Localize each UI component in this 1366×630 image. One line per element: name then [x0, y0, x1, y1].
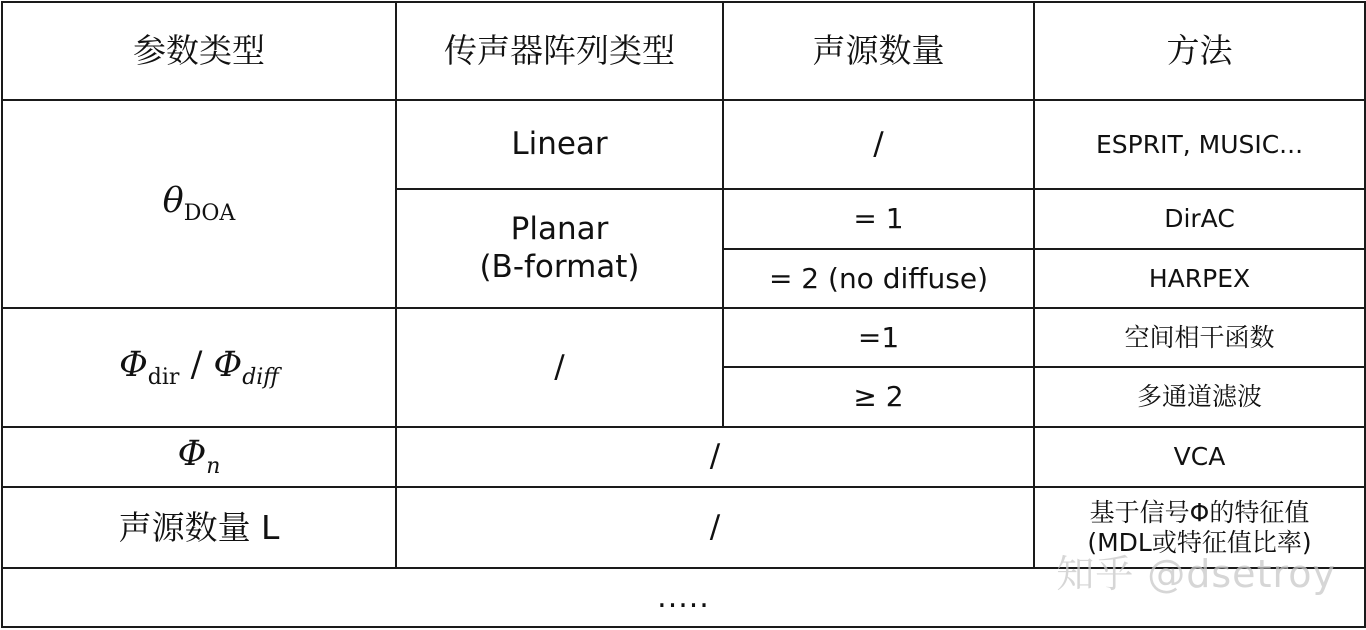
table-row [2, 427, 1365, 487]
method-eigenvalue-cell [1034, 487, 1365, 568]
param-noise-cell [2, 427, 396, 487]
method-dirac-cell: DirAC [1034, 189, 1365, 249]
header-source-count: 声源数量 [723, 2, 1034, 100]
count-linear-cell: / [723, 100, 1034, 189]
header-row [2, 2, 1365, 100]
table-row [2, 308, 1365, 367]
method-harpex-cell: HARPEX [1034, 249, 1365, 308]
array-planar-line1: Planar [510, 211, 609, 248]
header-mic-array-type: 传声器阵列类型 [396, 2, 723, 100]
header-param-type: 参数类型 [2, 2, 396, 100]
table-row [2, 487, 1365, 568]
count-planar-2-cell: = 2 (no diffuse) [723, 249, 1034, 308]
count-planar-1-cell: = 1 [723, 189, 1034, 249]
param-source-count-cell: 声源数量 L [2, 487, 396, 568]
count-psd-1-cell: =1 [723, 308, 1034, 367]
array-planar-line2: (B-format) [479, 248, 640, 285]
method-vca-cell: VCA [1034, 427, 1365, 487]
method-multichannel-filter-cell: 多通道滤波 [1034, 367, 1365, 427]
phi-dir-symbol: Φ [119, 344, 148, 385]
zhihu-watermark: 知乎 @dsetroy [1056, 552, 1336, 596]
method-linear-cell: ESPRIT, MUSIC... [1034, 100, 1365, 189]
method-coherence-cell: 空间相干函数 [1034, 308, 1365, 367]
ellipsis-cell: ..... [2, 568, 1365, 627]
header-method: 方法 [1034, 2, 1365, 100]
theta-symbol: θ [162, 181, 184, 222]
table-row [2, 100, 1365, 189]
array-linear-cell: Linear [396, 100, 723, 189]
param-psd-cell [2, 308, 396, 427]
psd-separator: / [179, 344, 214, 385]
count-merged-cell: / [396, 487, 1034, 568]
n-subscript: n [206, 454, 221, 480]
dir-subscript: dir [147, 364, 180, 390]
param-doa-cell [2, 100, 396, 308]
array-psd-cell: / [396, 308, 723, 427]
diff-subscript: diff [242, 364, 279, 390]
noise-merged-cell: / [396, 427, 1034, 487]
phi-n-symbol: Φ [177, 434, 207, 475]
method-eigenvalue-line2: (MDL或特征值比率) [1087, 527, 1312, 557]
array-planar-cell [396, 189, 723, 308]
parameter-table [1, 1, 1366, 628]
count-psd-2-cell: ≥ 2 [723, 367, 1034, 427]
doa-subscript: DOA [183, 201, 236, 227]
phi-diff-symbol: Φ [213, 344, 243, 385]
method-eigenvalue-line1: 基于信号Φ的特征值 [1089, 497, 1310, 527]
table-row [2, 568, 1365, 627]
